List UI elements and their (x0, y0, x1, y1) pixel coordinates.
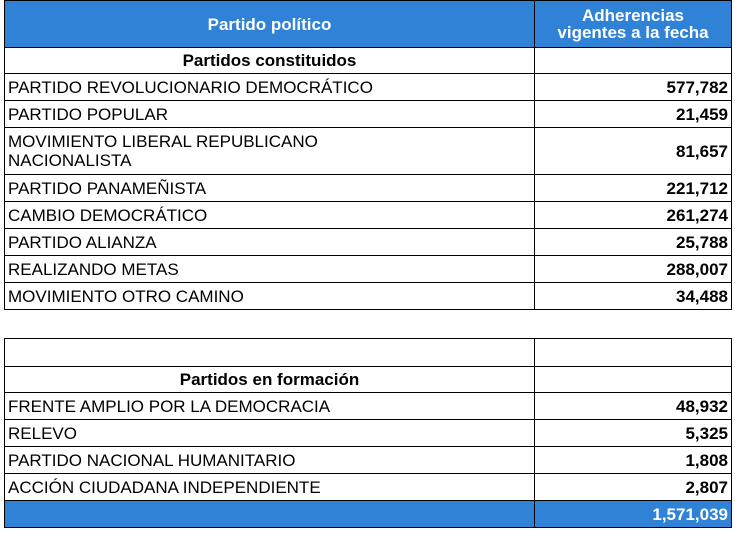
adherences-column-header (535, 1, 732, 48)
table-row (5, 74, 732, 101)
party-name: PARTIDO NACIONAL HUMANITARIO (5, 447, 535, 474)
forming-parties-table (4, 338, 732, 528)
party-name (5, 128, 535, 175)
adherence-count: 2,807 (535, 474, 732, 501)
party-name: PARTIDO ALIANZA (5, 229, 535, 256)
total-value: 1,571,039 (535, 501, 732, 528)
blank-cell (535, 339, 732, 367)
table-row (5, 420, 732, 447)
party-name: MOVIMIENTO OTRO CAMINO (5, 283, 535, 310)
total-row (5, 501, 732, 528)
party-name: ACCIÓN CIUDADANA INDEPENDIENTE (5, 474, 535, 501)
adherence-count: 288,007 (535, 256, 732, 283)
section-empty-cell (535, 367, 732, 393)
party-name-line2: NACIONALISTA (8, 151, 132, 170)
blank-row (5, 339, 732, 367)
section-title: Partidos en formación (5, 367, 535, 393)
total-label-cell (5, 501, 535, 528)
party-name: FRENTE AMPLIO POR LA DEMOCRACIA (5, 393, 535, 420)
constituted-parties-table (4, 0, 732, 310)
adherence-count: 1,808 (535, 447, 732, 474)
adherence-count: 261,274 (535, 202, 732, 229)
table-row (5, 474, 732, 501)
table-row (5, 283, 732, 310)
adherences-header-line2: vigentes a la fecha (557, 23, 709, 42)
party-name: PARTIDO REVOLUCIONARIO DEMOCRÁTICO (5, 74, 535, 101)
section-empty-cell (535, 48, 732, 74)
adherence-count: 221,712 (535, 175, 732, 202)
table-header-row (5, 1, 732, 48)
adherence-count: 25,788 (535, 229, 732, 256)
section-row-constituted (5, 48, 732, 74)
table-row (5, 101, 732, 128)
party-name: REALIZANDO METAS (5, 256, 535, 283)
party-name: CAMBIO DEMOCRÁTICO (5, 202, 535, 229)
party-column-header: Partido político (5, 1, 535, 48)
adherence-count: 5,325 (535, 420, 732, 447)
blank-cell (5, 339, 535, 367)
adherences-header-line1: Adherencias (581, 6, 685, 25)
table-row (5, 447, 732, 474)
adherence-count: 48,932 (535, 393, 732, 420)
adherence-count: 81,657 (535, 128, 732, 175)
adherence-count: 21,459 (535, 101, 732, 128)
table-row (5, 202, 732, 229)
party-name-line1: MOVIMIENTO LIBERAL REPUBLICANO (8, 132, 318, 151)
table-row (5, 175, 732, 202)
party-name: RELEVO (5, 420, 535, 447)
table-row (5, 393, 732, 420)
party-name: PARTIDO POPULAR (5, 101, 535, 128)
table-row (5, 128, 732, 175)
party-name: PARTIDO PANAMEÑISTA (5, 175, 535, 202)
section-row-forming (5, 367, 732, 393)
section-title: Partidos constituidos (5, 48, 535, 74)
adherence-count: 34,488 (535, 283, 732, 310)
table-row (5, 256, 732, 283)
adherence-count: 577,782 (535, 74, 732, 101)
table-row (5, 229, 732, 256)
